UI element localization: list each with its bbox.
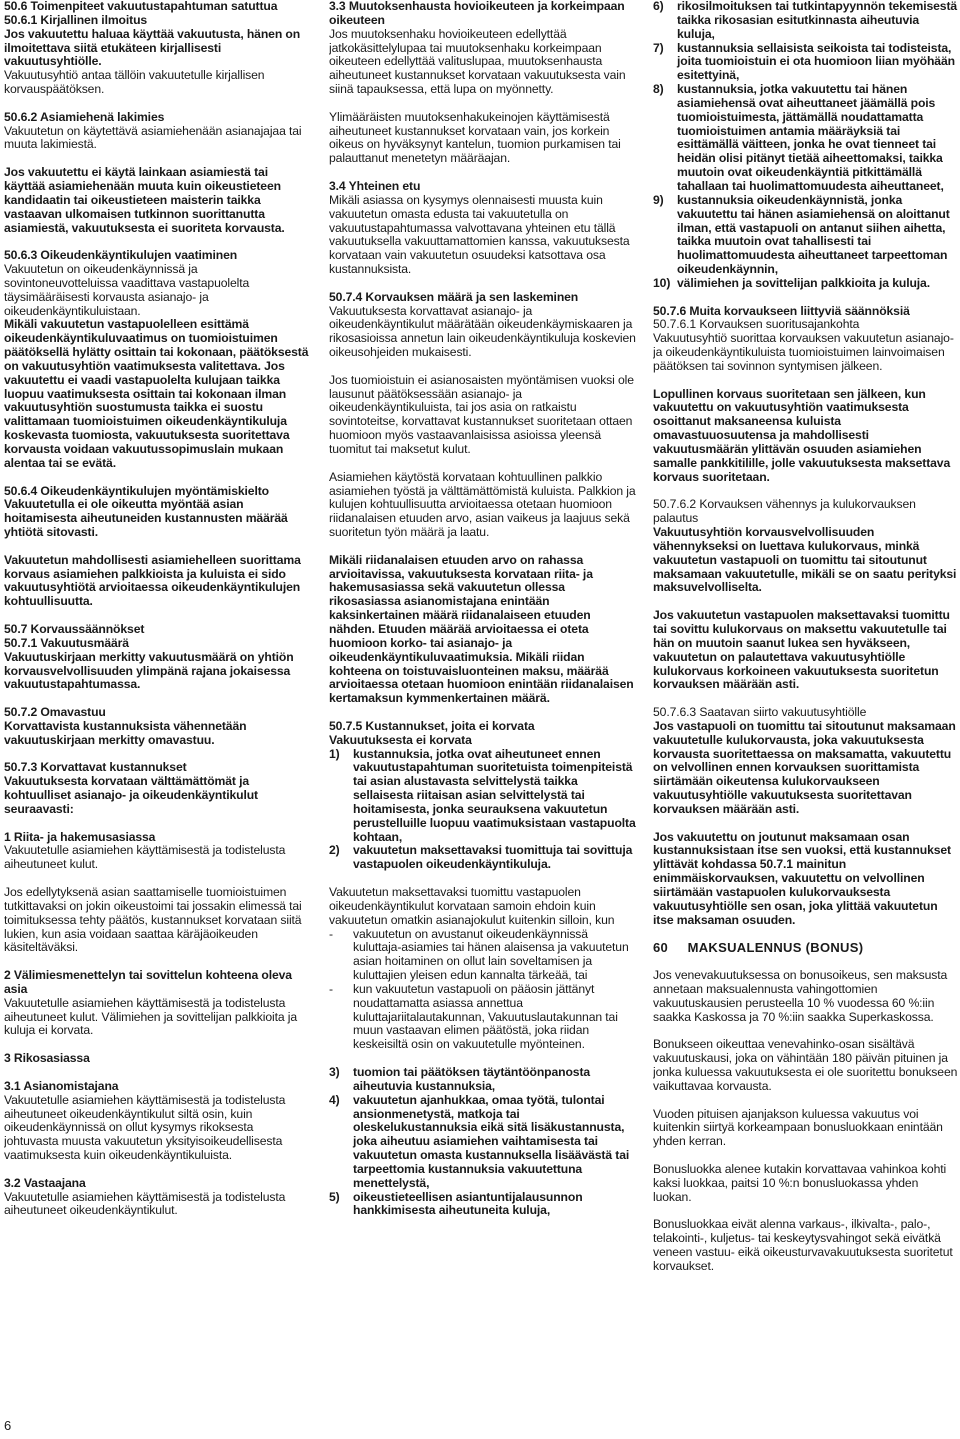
list-bullet: - — [329, 981, 333, 996]
subsection-yhteinen-etu — [329, 180, 637, 277]
list-text: oikeustieteellisen asiantuntijalausunnon hankkimisesta aiheutuneita kuluja, — [353, 1189, 583, 1218]
heading-muutoksenhaku: 3.3 Muutoksenhausta hovioikeuteen ja korkeimpaan oikeuteen — [329, 0, 625, 27]
list-text: kustannuksia oikeudenkäynnistä, jonka vakuutettu tai hänen asiamiehensä on aloittanut ilman, että vastapuoli on antanut siihen aihetta, taikka muutoin ovat tahallisesti tai huolimattomuudesta aiheuttaneet tarpeettoman oikeudenkäynnin, — [677, 192, 950, 277]
section-50-7-5 — [329, 720, 637, 748]
list-number: 7) — [653, 40, 664, 55]
list-text: vakuutetun ajanhukkaa, omaa työtä, tulontai ansionmenetystä, matkoja tai oleskelukustannuksia eikä sitä lisäkustannusta, joka aiheutuu asiamiehen vaihtamisesta tai vakuutetun omasta kustannuksella lisäävästä tai tarpeettomia kustannuksia vakuutettuna menettelystä, — [353, 1092, 630, 1190]
paragraph-text: Vakuutuksesta korvataan välttämättömät ja kohtuulliset asianajo- ja oikeudenkäyntikulut seuraavasti: — [4, 774, 258, 816]
subsection-muutoksenhaku — [329, 0, 637, 97]
paragraph-text: Jos vastapuoli on tuomittu tai sitoutunut maksamaan vakuutetulle kulukorvausta, joka vakuutuksesta korvausta suoritettaessa on maksamatta, vakuutettu on velvollinen ennen korvauksen suorittamista siirtämään oikeutensa kulukorvaukseen vakuutusyhtiölle vakuutuksesta suoritettavan korvauksen määrään asti. — [653, 718, 956, 816]
list-item — [653, 83, 959, 194]
list-item — [653, 0, 959, 42]
column-middle — [329, 0, 637, 1420]
page-number: 6 — [4, 1418, 12, 1433]
list-item — [329, 748, 637, 845]
paragraph-block — [329, 374, 637, 457]
paragraph-text: Asiamiehen käytöstä korvataan kohtuullinen palkkio asiamiehen työstä ja välttämättömistä kuluista. Palkkion ja kulujen kohtuullisuutta arvioitaessa otetaan huomioon riidanalaisen etuuden arvo, asian vaikeus ja laajuus sekä suoritetun työn määrä ja laatu. — [329, 469, 636, 540]
heading-50-7-3: 50.7.3 Korvattavat kustannukset — [4, 760, 187, 775]
paragraph-block — [329, 111, 637, 166]
paragraph-text: Vakuutetun on oikeudenkäynnissä ja sovintoneuvotteluissa vaadittava vastapuolelta täysimääräisesti korvausta asianajo- ja oikeudenkäyntikuluistaan. — [4, 262, 250, 318]
heading-50-6-4: 50.6.4 Oikeudenkäyntikulujen myöntämiskielto — [4, 483, 269, 498]
list-number: 1) — [329, 746, 340, 761]
paragraph-text: Jos vakuutettu haluaa käyttää vakuutusta, hänen on ilmoitettava siitä etukäteen kirjallisesti vakuutusyhtiölle. — [4, 26, 301, 69]
paragraph-text: Mikäli riidanalaisen etuuden arvo on rahassa arvioitavissa, vakuutuksesta korvataan riita- ja hakemusasiassa sekä vakuutetun ollessa rikosasiassa asianomistajana enintään kaksinkertainen määrä riidanalaiseen etuuden nähden. Etuuden määrää arvioitaessa ei oteta huomioon korko- tai asianajo- ja oikeudenkäyntikuluvaatimuksia. Mikäli riidan kohteena on toistuvaisluonteinen maksu, määrää arvioitaessa otetaan huomioon enintään riidanalaisen kertamaksun kymmenkertainen määrä. — [329, 552, 634, 706]
heading-50-7: 50.7 Korvaussäännökset — [4, 621, 145, 636]
list-item — [653, 42, 959, 84]
paragraph-text: Vakuutetun on käytettävä asiamiehenään asianajajaa tai muuta lakimiestä. — [4, 123, 302, 152]
subheading-50-7-6-1: 50.7.6.1 Korvauksen suoritusajankohta — [653, 317, 860, 332]
list-text: kustannuksia, jotka ovat aiheutuneet ennen vakuutustapahtuman suoritetuista toimenpiteistä tai asian alustavasta selvittelystä taikka sellaisesta riitaisan asian selvittelystä tai hoitamisesta, jonka seurauksena vakuutetun perustelluille luopuu vaatimuksistaan vastapuolta kohtaan, — [353, 746, 636, 844]
subsection-rikos — [4, 1052, 310, 1066]
list-text: rikosilmoituksen tai tutkintapyynnön tekemisestä taikka rikosasian esitutkinnasta aiheutuvia kuluja, — [677, 0, 958, 41]
list-item — [329, 1066, 637, 1094]
excluded-costs-list-end — [653, 0, 959, 291]
heading-50-6: 50.6 Toimenpiteet vakuutustapahtuman satuttua — [4, 0, 278, 13]
paragraph-text: Korvattavista kustannuksista vähennetään vakuutuskirjaan merkitty omavastuu. — [4, 718, 247, 747]
paragraph-text: Jos vakuutetun vastapuolen maksettavaksi tuomittu tai sovittu kulukorvaus on maksettu vakuutetulle tai hän on muutoin saanut lukea sen hyväkseen, vakuutetun on palautettava vakuutusyhtiölle kulukorvaus korkoineen vakuutuksesta suoritetun korvauksen määrään asti. — [653, 608, 950, 692]
list-text: kustannuksia sellaisista seikoista tai todisteista, joita tuomioistuin ei ota huomioon liian myöhään esitettyinä, — [677, 40, 955, 83]
paragraph-text: Vakuutetulle asiamiehen käyttämisestä ja todistelusta aiheutuneet oikeudenkäyntikulut siltä osin, kuin oikeudenkäynnissä on ollut kysymys rikoksesta johtuvasta muusta vakuutetun yksityisoikeudellisesta vaatimuksesta kuin oikeudenkäyntikuluista. — [4, 1092, 286, 1163]
paragraph-text: Jos vakuutettu ei käytä lainkaan asiamiestä tai käyttää asiamiehenään muuta kuin oikeustieteen kandidaatin tai oikeustieteen maisterin taikka vastaavan ulkomaisen tutkinnon suorittanutta asiamiestä, vakuutuksesta ei suoriteta korvausta. — [4, 165, 285, 235]
paragraph-block — [4, 554, 310, 609]
heading-valimies: 2 Välimiesmenettelyn tai sovittelun kohteena oleva asia — [4, 968, 292, 996]
list-item — [653, 194, 959, 277]
subsection-asianomistajana — [4, 1080, 310, 1163]
paragraph-text: Bonusluokkaa eivät alenna varkaus-, ilkivalta-, palo-, telakointi-, kuljetus- tai keskeytysvahingot sekä eivätkä veneen vastuu- eikä oikeusturvavakuutuksesta suoritetut korvaukset. — [653, 1217, 953, 1273]
paragraph-text: Vakuutetulla ei ole oikeutta myöntää asian hoitamisesta aiheutuneiden kustannusten määrää yhtiötä sitovasti. — [4, 497, 288, 540]
heading-vastaajana: 3.2 Vastaajana — [4, 1175, 86, 1190]
paragraph-text: Jos edellytyksenä asian saattamiselle tuomioistuimen tutkittavaksi on jokin oikeustoimi tai jossakin elimessä tai toimituksessa tehty päätös, kustannukset korvataan siitä lukien, kun asia voidaan saattaa käräjäoikeuden käsiteltäväksi. — [4, 885, 302, 955]
column-left — [4, 0, 310, 1420]
list-item — [329, 844, 637, 872]
list-bullet: - — [329, 926, 333, 941]
list-number: 6) — [653, 0, 664, 13]
list-number: 5) — [329, 1189, 340, 1204]
section-50-7-6-3 — [653, 706, 959, 817]
list-item — [329, 1191, 637, 1219]
list-item — [329, 1094, 637, 1191]
subsection-vastaajana — [4, 1177, 310, 1219]
heading-50-6-2: 50.6.2 Asiamiehenä lakimies — [4, 109, 165, 124]
heading-50-7-1: 50.7.1 Vakuutusmäärä — [4, 635, 129, 650]
paragraph-text: Mikäli vakuutetun vastapuolelleen esittämä oikeudenkäyntikuluvaatimus on tuomioistuimen päätöksellä hylätty osittain tai kokonaan, päätöksestä on vakuutusyhtiön vaatimuksesta valitettava. Jos vakuutettu ei vaadi vastapuolelta kulujaan taikka luopuu vaatimuksesta osittain tai kokonaan ilman vakuutusyhtiön suostumusta taikka ei suostu valittamaan tuomioistuimen oikeudenkäyntikuluja koskevasta tuomiosta, vakuutuksesta suoritettava korvausta voidaan vakuutussopimuslain mukaan alentaa tai se evätä. — [4, 317, 309, 470]
paragraph-text: Vakuutetun mahdollisesti asiamiehelleen suorittama korvaus asiamiehen palkkioista ja kuluista ei sido vakuutusyhtiötä arvioitaessa oikeudenkäyntikulujen kohtuullisuutta. — [4, 552, 301, 609]
paragraph-text: Bonukseen oikeuttaa venevahinko-osan sisältävä vakuutuskausi, joka on vähintään 180 päivän pituinen ja jonka kuluessa vakuutuksesta ei ole suoritettu bonukseen vaikuttavaa korvausta. — [653, 1037, 958, 1093]
heading-50-7-2: 50.7.2 Omavastuu — [4, 705, 106, 720]
paragraph-text: Vakuutusyhtiö antaa tällöin vakuutetulle kirjallisen korvauspäätöksen. — [4, 68, 265, 97]
paragraph-block — [653, 1038, 959, 1093]
paragraph-text: Mikäli asiassa on kysymys olennaisesti muusta kuin vakuutetun omasta edusta tai vakuutetulla on vakuutustapahtumassa valvottavana yhteinen etu tällä vakuutuksella vakuuttamattomien kanssa, vakuutuksesta korvataan vain vakuutetun osuudeksi katsottava osa kustannuksista. — [329, 192, 630, 277]
paragraph-text: Jos tuomioistuin ei asianosaisten myöntämisen vuoksi ole lausunut päätöksessään asianajo- ja oikeudenkäyntikuluista, tai jos asia on ratkaistu sovintoteitse, korvattavat kustannukset suoritetaan ottaen huomioon myös vastaavanlaisissa asioissa yleensä tuomitut tai maksetut kulut. — [329, 372, 634, 456]
heading-50-6-3: 50.6.3 Oikeudenkäyntikulujen vaatiminen — [4, 248, 238, 263]
paragraph-text: Vuoden pituisen ajanjakson kuluessa vakuutus voi kuitenkin siirtyä korkeampaan bonusluokkaan enintään yhden kerran. — [653, 1106, 943, 1149]
excluded-costs-list — [329, 748, 637, 873]
paragraph-block — [329, 471, 637, 540]
heading-50-7-6: 50.7.6 Muita korvaukseen liittyviä säännöksiä — [653, 303, 910, 318]
heading-rikos: 3 Rikosasiassa — [4, 1051, 90, 1066]
heading-50-6-1: 50.6.1 Kirjallinen ilmoitus — [4, 12, 148, 27]
paragraph-text: Vakuutuskirjaan merkitty vakuutusmäärä on yhtiön korvausvelvollisuuden ylimpänä rajana jokaisessa vakuutustapahtumassa. — [4, 649, 294, 692]
heading-50-7-4: 50.7.4 Korvauksen määrä ja sen laskeminen — [329, 289, 579, 304]
heading-riita: 1 Riita- ja hakemusasiassa — [4, 829, 156, 844]
subsection-riita — [4, 831, 310, 873]
paragraph-block — [653, 1108, 959, 1150]
list-number: 3) — [329, 1064, 340, 1079]
paragraph-text: Jos vakuutettu on joutunut maksamaan osan kustannuksistaan itse sen vuoksi, että kustannukset ylittävät kohdassa 50.7.1 mainitun enimmäiskorvauksen, vakuutettu on velvollinen siirtämään vastapuolen kulukorvauksesta vakuutusyhtiölle sen osan, joka ylittää vakuutetun itse maksaman osuuden. — [653, 829, 951, 927]
heading-50-7-5: 50.7.5 Kustannukset, joita ei korvata — [329, 718, 535, 733]
heading-section-60: 60 MAKSUALENNUS (BONUS) — [653, 940, 864, 956]
paragraph-text: Vakuutusyhtiön korvausvelvollisuuden vähennykseksi on luettava kulukorvaus, minkä vakuutetun vastapuoli on tuomittu tai sitoutunut maksamaan vakuutetulle, mikäli se on saatu perityksi maksuvelvolliselta. — [653, 525, 957, 595]
paragraph-block — [653, 969, 959, 1024]
section-50-6-3 — [4, 249, 310, 471]
section-50-7-6 — [653, 305, 959, 374]
paragraph-block — [653, 388, 959, 485]
section-50-7 — [4, 623, 310, 637]
list-text: kustannuksia, jotka vakuutettu tai hänen asiamiehensä ovat aiheuttaneet jäämällä pois tuomioistuimesta, jättämällä noudattamatta tuomioistuimen antamia määräyksiä tai esittämällä väitteen, jonka he ovat tienneet tai heidän olisi pitänyt tietää aiheettomaksi, taikka muutoin ovat oikeudenkäyntiä pitkittämällä tahallaan tai huolimattomuudesta aiheuttaneet, — [677, 82, 944, 193]
dash-list — [329, 928, 637, 1053]
excluded-costs-list-continued — [329, 1066, 637, 1218]
list-number: 10) — [653, 275, 671, 290]
paragraph-block — [329, 886, 637, 928]
paragraph-block — [653, 831, 959, 928]
paragraph-text: Jos venevakuutuksessa on bonusoikeus, sen maksusta annetaan maksualennusta vahingottomien vakuutuskausien perusteella 10 % vuodessa 60 %:iin saakka Kaskossa ja 70 %:iin saakka Superkaskossa. — [653, 968, 948, 1024]
list-item — [653, 277, 959, 291]
paragraph-text: Vakuutetun maksettavaksi tuomittu vastapuolen oikeudenkäyntikulut korvataan samoin ehdoin kuin vakuutetun omatkin asianajokulut kuitenkin silloin, kun — [329, 885, 615, 927]
list-text: vakuutetun on avustanut oikeudenkäynnissä kuluttaja-asiamies tai hänen alaisensa ja vakuutetun asian hoitaminen on ollut lain soveltamisen ja kuluttajien yleisen edun kannalta tärkeää, tai — [353, 926, 629, 983]
list-number: 2) — [329, 843, 340, 858]
paragraph-block — [4, 886, 310, 955]
heading-yhteinen-etu: 3.4 Yhteinen etu — [329, 178, 421, 193]
subheading-50-7-6-2: 50.7.6.2 Korvauksen vähennys ja kulukorvauksen palautus — [653, 497, 916, 526]
section-50-7-3 — [4, 761, 310, 816]
list-text: välimiehen ja sovittelijan palkkioita ja kuluja. — [677, 275, 930, 290]
heading-asianomistajana: 3.1 Asianomistajana — [4, 1078, 119, 1093]
paragraph-text: Lopullinen korvaus suoritetaan sen jälkeen, kun vakuutettu on vakuutusyhtiön vaatimuksesta osoittanut maksaneensa kuluista omavastuuosuutensa ja mahdollisesti vakuutusmäärän ylittävän osuuden asiamiehen samalle pankkitilille, jolle vakuutuksesta maksettava korvaus suoritetaan. — [653, 386, 951, 484]
section-50-6-4 — [4, 485, 310, 540]
paragraph-block — [4, 166, 310, 235]
section-50-6-1 — [4, 14, 310, 97]
paragraph-text: Vakuutuksesta ei korvata — [329, 732, 472, 747]
section-50-6-2 — [4, 111, 310, 153]
section-50-7-2 — [4, 706, 310, 748]
paragraph-block — [653, 609, 959, 692]
paragraph-text: Jos muutoksenhaku hovioikeuteen edellyttää jatkokäsittelylupaa tai muutoksenhaku korkeimpaan oikeuteen edellyttää valituslupaa, muutoksenhausta aiheutuneet kustannukset korvataan vakuutuksesta vain siinä tapauksessa, että lupa on myönnetty. — [329, 26, 626, 97]
list-number: 9) — [653, 192, 664, 207]
paragraph-block — [329, 554, 637, 706]
paragraph-text: Vakuutetulle asiamiehen käyttämisestä ja todistelusta aiheutuneet kulut. — [4, 843, 286, 872]
list-text: tuomion tai päätöksen täytäntöönpanosta aiheutuvia kustannuksia, — [353, 1064, 591, 1093]
list-text: kun vakuutetun vastapuoli on pääosin jättänyt noudattamatta asiassa annettua kuluttajariitalautakunnan, Vakuutuslautakunnan tai muun vastaavan elimen päätöstä, joka riidan keskeisiltä osin on vakuutetulle myönteinen. — [353, 981, 618, 1052]
section-50-6 — [4, 0, 310, 14]
subsection-valimies — [4, 969, 310, 1038]
list-text: vakuutetun maksettavaksi tuomittuja tai sovittuja vastapuolen oikeudenkäyntikuluja. — [353, 843, 633, 872]
subheading-50-7-6-3: 50.7.6.3 Saatavan siirto vakuutusyhtiölle — [653, 705, 867, 720]
section-50-7-4 — [329, 291, 637, 360]
list-number: 8) — [653, 82, 664, 97]
list-item — [329, 983, 637, 1052]
paragraph-block — [653, 1163, 959, 1205]
paragraph-text: Vakuutetulle asiamiehen käyttämisestä ja todistelusta aiheutuneet kulut. Välimiehen ja sovittelijan palkkioita ja kuluja ei korvata. — [4, 995, 298, 1038]
list-item — [329, 928, 637, 983]
column-right — [653, 0, 959, 1420]
paragraph-text: Ylimääräisten muutoksenhakukeinojen käyttämisestä aiheutuneet kustannukset korvataan vain, jos korkein oikeus on hyväksynyt kantelun, tuomion purkamisen tai palauttanut menetetyn määräajan. — [329, 109, 621, 166]
section-50-7-6-2 — [653, 498, 959, 595]
paragraph-text: Vakuutusyhtiö suorittaa korvauksen vakuutetun asianajo- ja oikeudenkäyntikuluista tuomioistuimen lainvoimaisen päätöksen tai sovinnon syntymisen jälkeen. — [653, 331, 954, 373]
list-number: 4) — [329, 1092, 340, 1107]
paragraph-block — [653, 1218, 959, 1273]
paragraph-text: Bonusluokka alenee kutakin korvattavaa vahinkoa kohti kaksi luokkaa, paitsi 10 %:n bonusluokassa yhden luokan. — [653, 1161, 947, 1204]
paragraph-text: Vakuutuksesta korvattavat asianajo- ja oikeudenkäyntikulut määrätään oikeudenkäymiskaaren ja rikosasioissa annetun lain oikeudenkäyntikuluja koskevien oikeusohjeiden mukaisesti. — [329, 303, 636, 360]
section-50-7-1 — [4, 637, 310, 692]
paragraph-text: Vakuutetulle asiamiehen käyttämisestä ja todistelusta aiheutuneet oikeudenkäyntikulut. — [4, 1189, 286, 1218]
